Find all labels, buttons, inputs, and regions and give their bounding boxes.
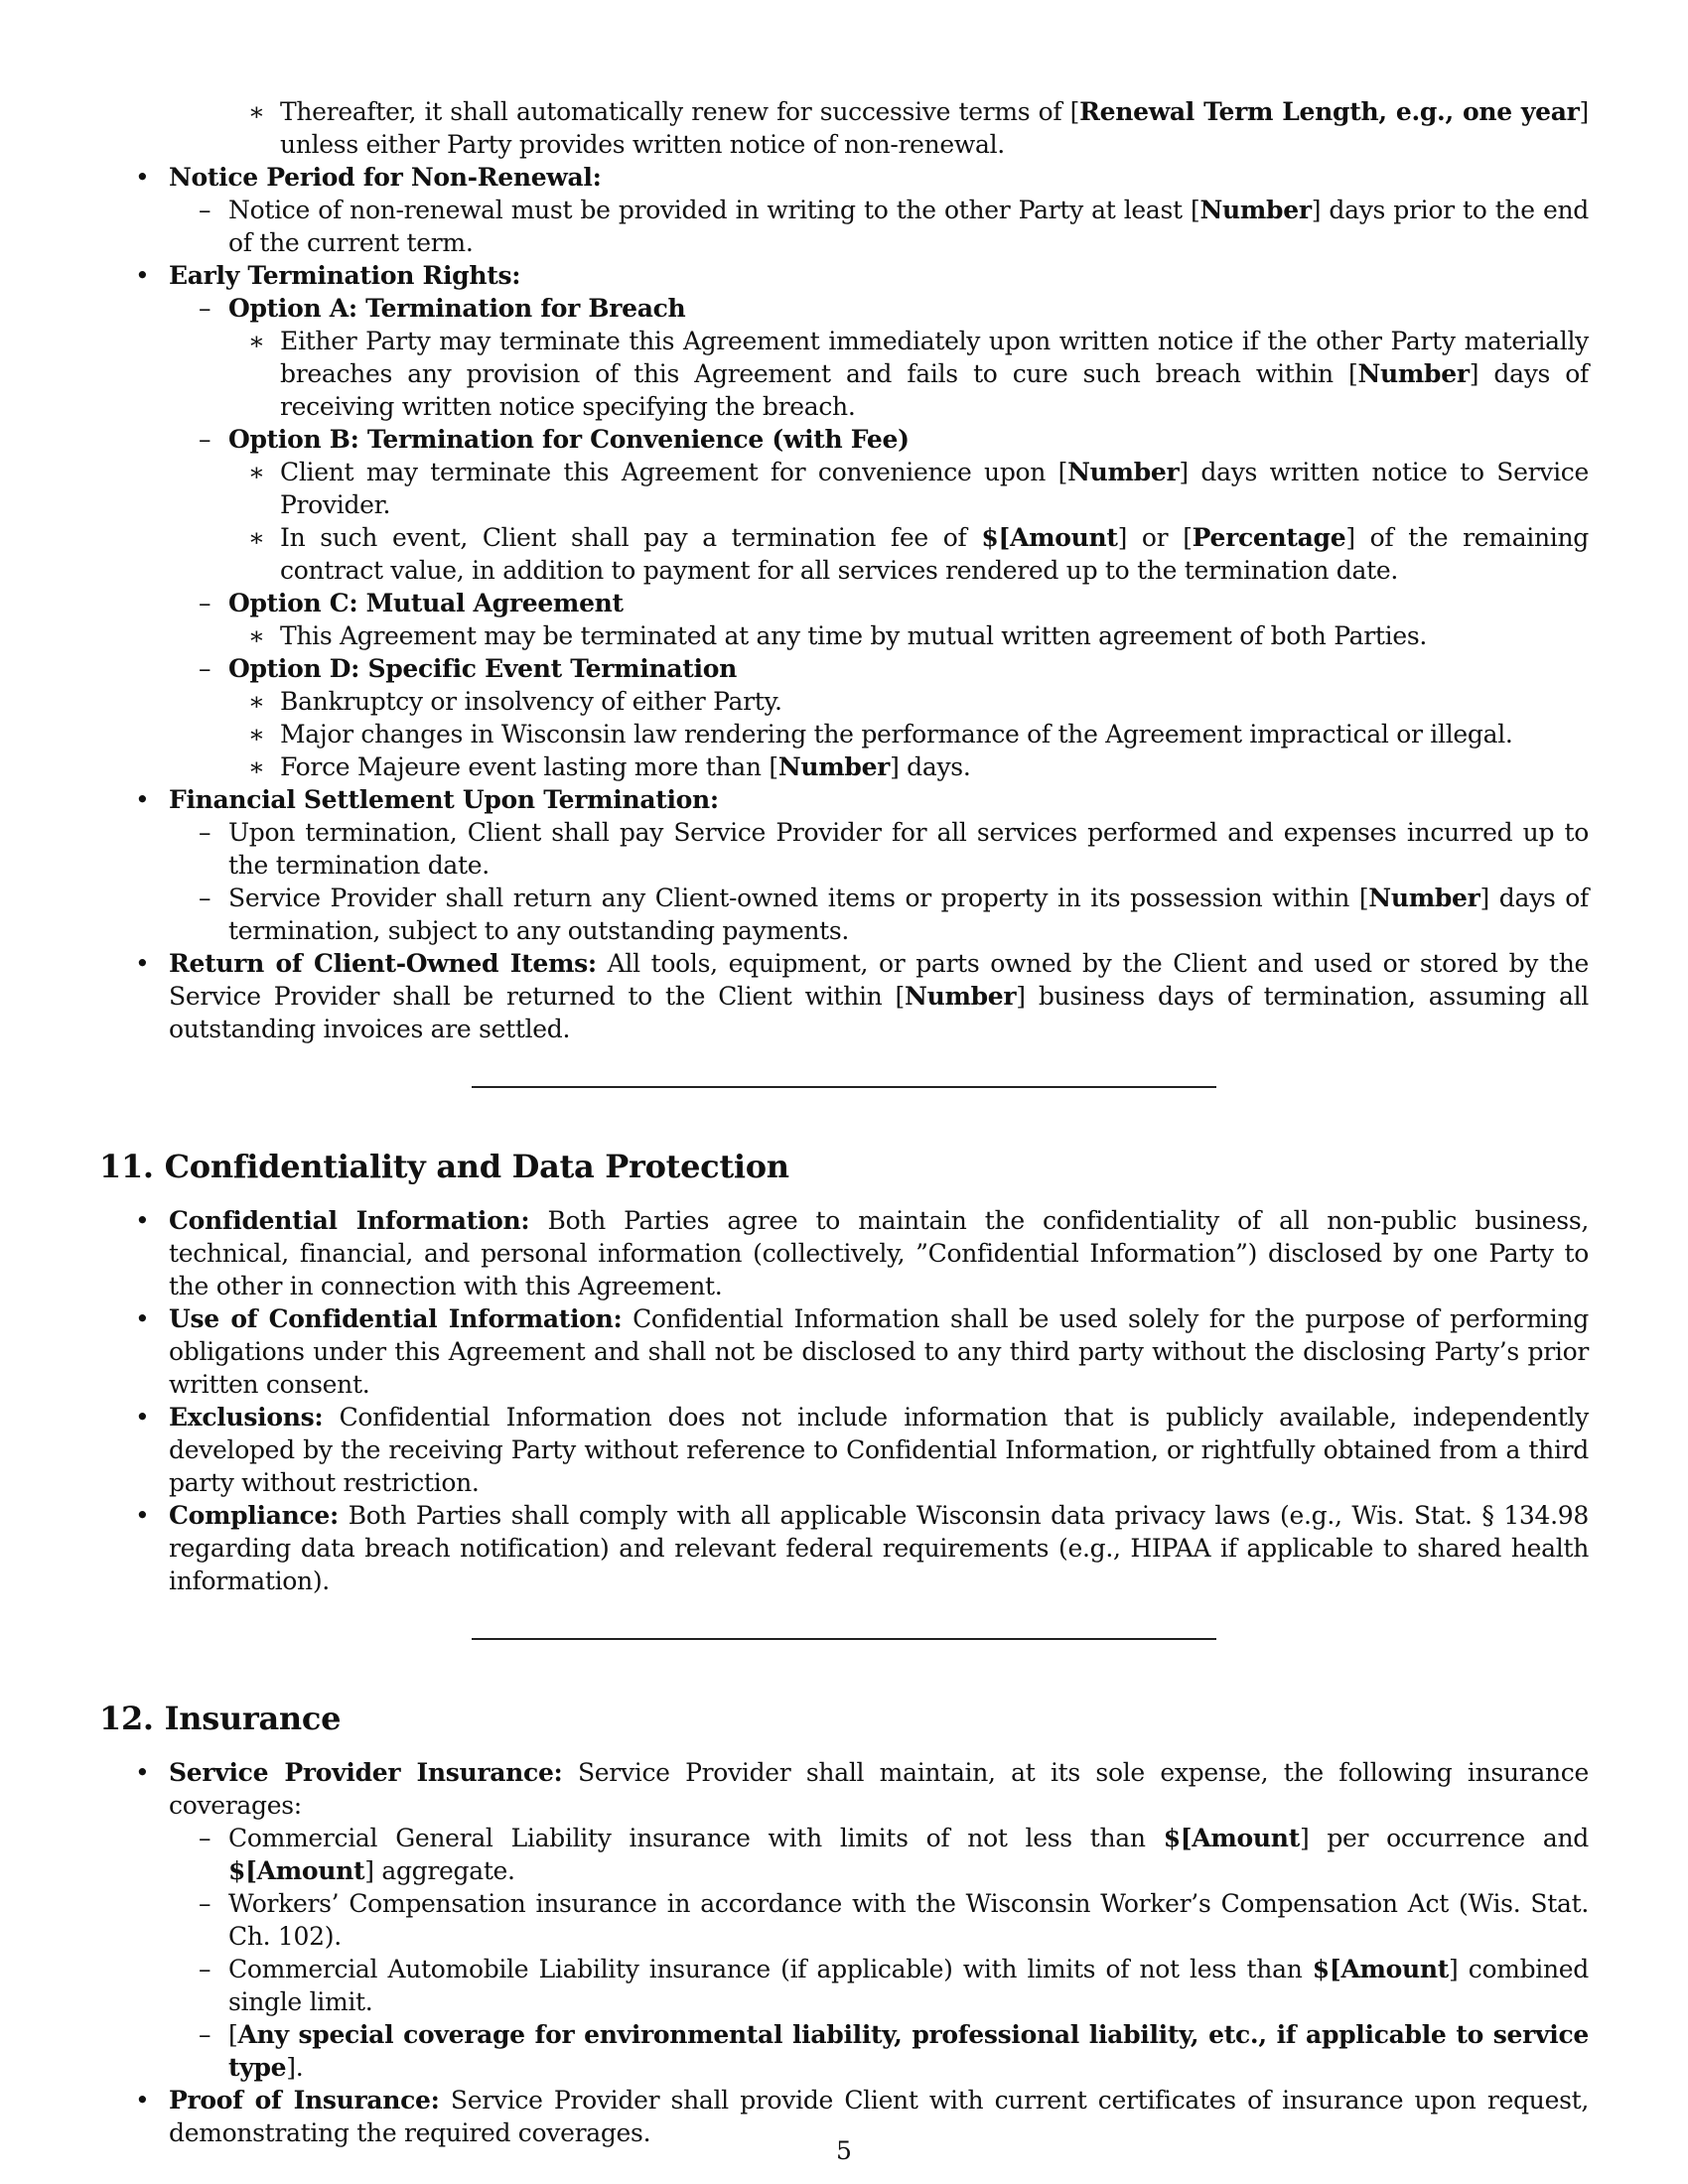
list-item: – [Any special coverage for environmental liability, professional liability, etc., if applicable to service type].	[199, 2020, 1589, 2082]
placeholder-renewal-term: Renewal Term Length, e.g., one year	[1079, 97, 1580, 126]
bullet-icon: •	[135, 1501, 150, 1530]
dash-bullet-icon: –	[199, 1955, 211, 1983]
list-item: ∗ In such event, Client shall pay a termination fee of $[Amount] or [Percentage] of the remaining contract value, in addition to payment for all services rendered up to the termination date.	[248, 523, 1589, 585]
item-heading: Use of Confidential Information:	[169, 1304, 623, 1333]
asterisk-bullet-icon: ∗	[248, 687, 265, 716]
page-number: 5	[836, 2136, 852, 2165]
list-item: ∗ Client may terminate this Agreement for convenience upon [Number] days written notice to Service Provider.	[248, 458, 1589, 519]
bullet-icon: •	[135, 1758, 150, 1787]
option-label: Option A: Termination for Breach	[228, 294, 686, 323]
bullet-icon: •	[135, 1304, 150, 1333]
list-item: ∗ This Agreement may be terminated at any time by mutual written agreement of both Parties.	[248, 621, 1427, 650]
bullet-icon: •	[135, 163, 150, 192]
asterisk-bullet-icon: ∗	[248, 458, 265, 486]
section-divider	[99, 1045, 1589, 1145]
horizontal-rule	[472, 1638, 1216, 1640]
bullet-icon: •	[135, 785, 150, 814]
list-item: – Commercial Automobile Liability insurance (if applicable) with limits of not less than $[Amount] combined single limit.	[199, 1955, 1589, 2016]
dash-bullet-icon: –	[199, 2020, 211, 2049]
asterisk-bullet-icon: ∗	[248, 752, 265, 781]
list-item: – Notice of non-renewal must be provided in writing to the other Party at least [Number] days prior to the end of the current term.	[199, 196, 1589, 257]
item-heading: Exclusions:	[169, 1403, 324, 1432]
list-item: • Service Provider Insurance: Service Provider shall maintain, at its sole expense, the following insurance coverages:	[135, 1758, 1590, 1820]
item-heading: Compliance:	[169, 1501, 339, 1530]
dash-bullet-icon: –	[199, 884, 211, 912]
item-heading: Proof of Insurance:	[169, 2086, 440, 2115]
asterisk-bullet-icon: ∗	[248, 523, 265, 552]
asterisk-bullet-icon: ∗	[248, 720, 265, 749]
item-heading: Notice Period for Non-Renewal:	[169, 163, 602, 192]
list-item: • Return of Client-Owned Items: All tools, equipment, or parts owned by the Client and used or stored by the Service Provider shall be returned to the Client within [Number] business days of termination, assuming all outstanding invoices are settled.	[135, 949, 1589, 1043]
dash-bullet-icon: –	[199, 1889, 211, 1918]
list-item	[99, 423, 1589, 456]
bullet-icon: •	[135, 1403, 150, 1432]
list-item	[99, 161, 1589, 194]
dash-bullet-icon: –	[199, 294, 211, 323]
list-item: • Use of Confidential Information: Confidential Information shall be used solely for the purpose of performing obligations under this Agreement and shall not be disclosed to any third party without the disclosing Party’s prior written consent.	[135, 1304, 1589, 1399]
item-heading: Financial Settlement Upon Termination:	[169, 785, 719, 814]
option-label: Option D: Specific Event Termination	[228, 654, 737, 683]
list-item: ∗ Thereafter, it shall automatically renew for successive terms of [Renewal Term Length, e.g., one year] unless either Party provides written notice of non-renewal.	[248, 97, 1589, 159]
item-heading: Confidential Information:	[169, 1206, 530, 1235]
asterisk-bullet-icon: ∗	[248, 327, 265, 355]
item-heading: Early Termination Rights:	[169, 261, 521, 290]
asterisk-bullet-icon: ∗	[248, 97, 265, 126]
list-item: • Compliance: Both Parties shall comply with all applicable Wisconsin data privacy laws (e.g., Wis. Stat. § 134.98 regarding data breach notification) and relevant federal requirements (e.g., HIPAA if applicable to shared health information).	[135, 1501, 1589, 1595]
dash-bullet-icon: –	[199, 196, 211, 224]
list-item	[99, 292, 1589, 325]
list-item: – Workers’ Compensation insurance in accordance with the Wisconsin Worker’s Compensation Act (Wis. Stat. Ch. 102).	[199, 1889, 1589, 1951]
list-item: • Proof of Insurance: Service Provider shall provide Client with current certificates of insurance upon request, demonstrating the required coverages.	[135, 2086, 1589, 2147]
list-item: – Upon termination, Client shall pay Service Provider for all services performed and expenses incurred up to the termination date.	[199, 818, 1589, 880]
asterisk-bullet-icon: ∗	[248, 621, 265, 650]
dash-bullet-icon: –	[199, 1824, 211, 1852]
list-item: – Commercial General Liability insurance with limits of not less than $[Amount] per occurrence and $[Amount] aggregate.	[199, 1824, 1589, 1885]
list-item: ∗ Major changes in Wisconsin law rendering the performance of the Agreement impractical or illegal.	[248, 720, 1513, 749]
section-heading: 11. Confidentiality and Data Protection	[99, 1148, 789, 1185]
list-item: ∗ Either Party may terminate this Agreement immediately upon written notice if the other Party materially breaches any provision of this Agreement and fails to cure such breach within [Number] days of receiving written notice specifying the breach.	[248, 327, 1589, 421]
section-divider	[99, 1597, 1589, 1697]
section-heading: 12. Insurance	[99, 1700, 342, 1737]
dash-bullet-icon: –	[199, 425, 211, 454]
item-heading: Service Provider Insurance:	[169, 1758, 563, 1787]
list-item: ∗ Force Majeure event lasting more than [Number] days.	[248, 752, 971, 781]
dash-bullet-icon: –	[199, 818, 211, 847]
option-label: Option C: Mutual Agreement	[228, 589, 624, 617]
bullet-icon: •	[135, 1206, 150, 1235]
list-item: ∗ Bankruptcy or insolvency of either Party.	[248, 687, 782, 716]
horizontal-rule	[472, 1086, 1216, 1088]
option-label: Option B: Termination for Convenience (with Fee)	[228, 425, 910, 454]
list-item	[99, 587, 1589, 619]
list-item: – Service Provider shall return any Client-owned items or property in its possession within [Number] days of termination, subject to any outstanding payments.	[199, 884, 1589, 945]
dash-bullet-icon: –	[199, 589, 211, 617]
list-item	[99, 652, 1589, 685]
item-heading: Return of Client-Owned Items:	[169, 949, 597, 978]
bullet-icon: •	[135, 2086, 150, 2115]
bullet-icon: •	[135, 261, 150, 290]
document-body	[99, 95, 1589, 2149]
list-item	[99, 783, 1589, 816]
dash-bullet-icon: –	[199, 654, 211, 683]
list-item: • Confidential Information: Both Parties agree to maintain the confidentiality of all non-public business, technical, financial, and personal information (collectively, ”Confidential Information”) disclosed by one Party to the other in connection with this Agreement.	[135, 1206, 1589, 1300]
list-item	[99, 259, 1589, 292]
list-item: • Exclusions: Confidential Information does not include information that is publicly available, independently developed by the receiving Party without reference to Confidential Information, or rightfully obtained from a third party without restriction.	[135, 1403, 1589, 1497]
bullet-icon: •	[135, 949, 150, 978]
